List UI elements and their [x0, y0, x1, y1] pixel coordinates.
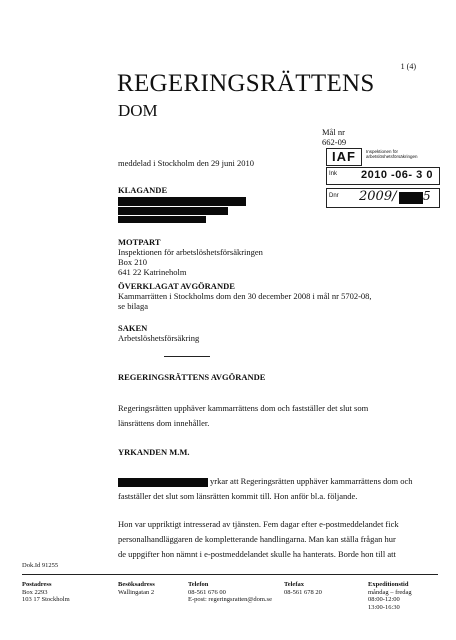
- footer-email: E-post: regeringsratten@dom.se: [188, 596, 272, 603]
- motpart-block: [118, 237, 263, 277]
- avgorande-heading: REGERINGSRÄTTENS AVGÖRANDE: [118, 372, 266, 382]
- avgorande-line-1: Regeringsrätten upphäver kammarrättens dom och fastställer det slut som: [118, 403, 369, 413]
- overklagat-line-1: Kammarrätten i Stockholms dom den 30 december 2008 i mål nr 5702-08,: [118, 291, 372, 301]
- body-paragraph: [118, 517, 428, 562]
- saken-block: [118, 323, 199, 343]
- stamp-dnr-handwritten: 2009/: [359, 189, 397, 204]
- stamp-iaf-logo: IAF: [326, 148, 362, 166]
- overklagat-line-2: se bilaga: [118, 301, 148, 311]
- footer-divider: [22, 574, 438, 575]
- section-divider: [164, 356, 210, 357]
- avgorande-line-2: länsrättens dom innehåller.: [118, 418, 210, 428]
- received-stamp: [326, 148, 440, 208]
- stamp-dnr-row: [326, 188, 440, 208]
- footer-exp-heading: Expeditionstid: [368, 581, 409, 588]
- stamp-received-row: [326, 167, 440, 185]
- page-number: 1 (4): [400, 62, 416, 71]
- klagande-redaction-3: [118, 216, 206, 223]
- klagande-redaction-2: [118, 207, 228, 215]
- stamp-agency-name: Inspektionen för arbetslöshetsförsäkringen: [366, 149, 418, 159]
- saken-text: Arbetslöshetsförsäkring: [118, 333, 200, 343]
- footer-postadress: [22, 581, 70, 604]
- yrkanden-heading: YRKANDEN M.M.: [118, 447, 190, 457]
- announcement-line: meddelad i Stockholm den 29 juni 2010: [118, 158, 254, 168]
- saken-heading: SAKEN: [118, 323, 148, 333]
- case-number: 662-09: [322, 137, 347, 147]
- overklagat-heading: ÖVERKLAGAT AVGÖRANDE: [118, 281, 235, 291]
- stamp-ink-label: Ink: [329, 171, 338, 177]
- stamp-dnr-redaction: [399, 192, 423, 204]
- document-id: Dok.Id 91255: [22, 562, 59, 569]
- motpart-name: Inspektionen för arbetslöshetsförsäkringen: [118, 247, 263, 257]
- footer-exp-line-2: 08:00-12:00: [368, 596, 400, 603]
- court-title: REGERINGSRÄTTENS: [117, 70, 375, 97]
- klagande-heading: KLAGANDE: [118, 185, 168, 195]
- footer-besoksadress: [118, 581, 155, 596]
- motpart-box: Box 210: [118, 257, 148, 267]
- klagande-redaction-1: [118, 197, 246, 206]
- footer-postadress-heading: Postadress: [22, 581, 52, 588]
- yrkanden-line-2: fastställer det slut som länsrätten kommit till. Hon anför bl.a. följande.: [118, 491, 358, 501]
- overklagat-block: [118, 281, 372, 311]
- footer-besok-line-1: Wallingatan 2: [118, 588, 155, 596]
- footer-exp-line-3: 13:00-16:30: [368, 603, 400, 611]
- stamp-dnr-label: Dnr: [329, 193, 339, 199]
- footer-telefon-line-1: 08-561 676 00: [188, 588, 226, 596]
- avgorande-text: [118, 401, 418, 431]
- stamp-received-date: 2010 -06- 3 0: [361, 169, 433, 181]
- footer-postadress-line-2: 103 17 Stockholm: [22, 596, 70, 603]
- case-number-label: Mål nr: [322, 127, 345, 137]
- yrkanden-line-1: yrkar att Regeringsrätten upphäver kammarrättens dom och: [210, 476, 413, 486]
- body-line-3: de uppgifter hon nämnt i e-postmeddelandet skulle ha hanterats. Borde hon till att: [118, 549, 396, 559]
- footer-besok-heading: Besöksadress: [118, 581, 155, 588]
- footer-telefon: [188, 581, 272, 604]
- footer-exp-line-1: måndag – fredag: [368, 588, 412, 596]
- footer-telefax-line-1: 08-561 678 20: [284, 588, 322, 596]
- motpart-heading: MOTPART: [118, 237, 161, 247]
- yrkanden-text: [118, 474, 418, 504]
- body-line-2: personalhandläggaren de kompletterande handlingarna. Man kan ställa frågan hur: [118, 534, 396, 544]
- footer-telefax: [284, 581, 322, 596]
- footer-expeditionstid: [368, 581, 412, 611]
- footer-telefon-heading: Telefon: [188, 581, 209, 588]
- footer-telefax-heading: Telefax: [284, 581, 304, 588]
- body-line-1: Hon var uppriktigt intresserad av tjänsten. Fem dagar efter e-postmeddelandet fick: [118, 519, 399, 529]
- footer-postadress-line-1: Box 2293: [22, 588, 48, 596]
- stamp-dnr-handwritten-end: 5: [423, 189, 431, 203]
- case-number-block: [322, 127, 346, 147]
- document-type: DOM: [118, 101, 158, 120]
- motpart-city: 641 22 Katrineholm: [118, 267, 187, 277]
